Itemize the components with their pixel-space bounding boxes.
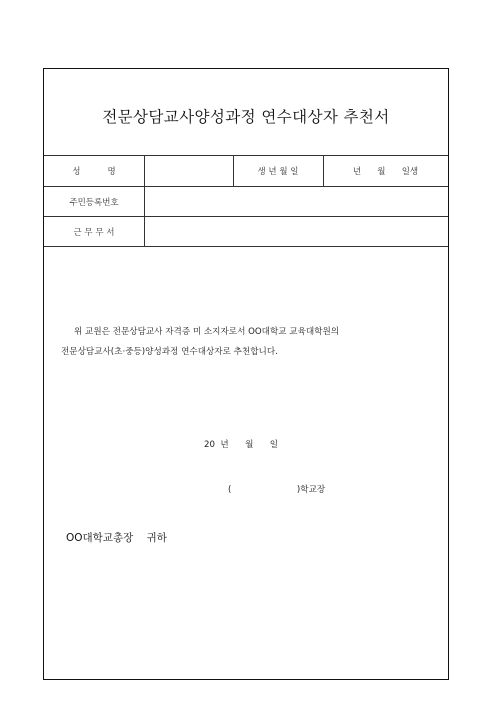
birth-date-value: 년 월 일생 (352, 167, 419, 177)
table-bottom-line (44, 246, 448, 247)
principal-signature-line: ( )학교장 (228, 485, 326, 495)
table-row-divider (44, 216, 448, 217)
resident-number-label: 주민등록번호 (69, 198, 119, 208)
statement-line-2: 전문상담교사(초·중등)양성과정 연수대상자로 추천합니다. (61, 347, 278, 357)
label-column-divider (144, 155, 145, 246)
recipient-line: OO대학교총장 귀하 (66, 532, 167, 544)
form-title: 전문상담교사양성과정 연수대상자 추천서 (102, 108, 390, 126)
workplace-label: 근 무 무 서 (73, 228, 115, 238)
form-frame (43, 68, 449, 680)
statement-line-1: 위 교원은 전문상담교사 자격증 미 소지자로서 OO대학교 교육대학원의 (74, 327, 340, 337)
table-row-divider (44, 186, 448, 187)
name-label: 성 명 (72, 167, 116, 177)
table-top-line (44, 155, 448, 156)
birth-date-label: 생 년 월 일 (257, 167, 299, 177)
date-line: 20 년 월 일 (204, 440, 279, 450)
